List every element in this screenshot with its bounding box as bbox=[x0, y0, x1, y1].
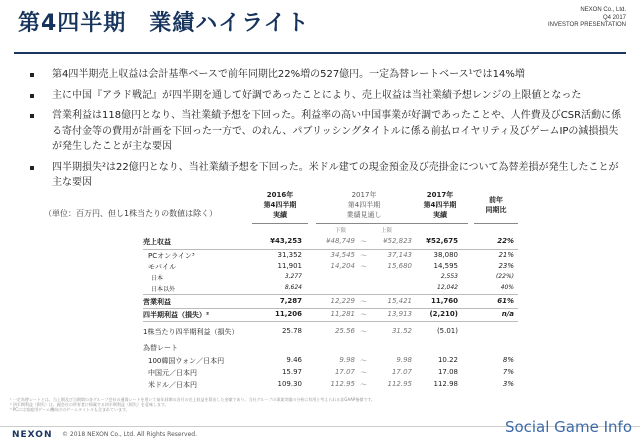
column-header-2016: 2016年 第4四半期 実績 bbox=[263, 191, 297, 219]
units-note: （単位：百万円、但し1株当たりの数値は除く） bbox=[44, 209, 218, 218]
table-row: 中国元／日本円 15.97 17.07 ～ 17.07 17.08 7% bbox=[148, 368, 514, 377]
header-underline bbox=[316, 223, 412, 224]
row-divider bbox=[143, 308, 518, 309]
forecast-low-label: 下限 bbox=[335, 228, 347, 234]
row-divider bbox=[143, 249, 518, 250]
bullet-item: 第4四半期売上収益は会計基準ベースで前年同期比22%増の527億円。一定為替レートベース¹では14%増 bbox=[30, 67, 622, 83]
bullet-item: 四半期損失²は22億円となり、当社業績予想を下回った。米ドル建ての現金預金及び売掛金について為替差損が発生したことが主な要因 bbox=[30, 160, 622, 191]
header-divider bbox=[14, 52, 626, 54]
table-row: 売上収益 ¥43,253 ¥48,749 ～ ¥52,823 ¥52,675 22% bbox=[143, 237, 514, 246]
row-divider bbox=[143, 294, 518, 295]
nexon-logo: NEXON bbox=[12, 430, 53, 440]
highlights-list bbox=[30, 67, 622, 196]
bullet-item: 主に中国『アラド戦記』が四半期を通して好調であったことにより、売上収益は当社業績予想レンジの上限値となった bbox=[30, 88, 622, 104]
row-divider bbox=[143, 321, 518, 322]
table-row: 日本以外 8,624 12,042 40% bbox=[151, 284, 514, 293]
watermark: Social Game Info bbox=[504, 418, 632, 436]
table-row: 日本 3,277 2,553 (22%) bbox=[151, 273, 514, 282]
bullet-icon bbox=[30, 166, 34, 170]
table-row: 営業利益 7,287 12,229 ～ 15,421 11,760 61% bbox=[143, 297, 514, 306]
bullet-icon bbox=[30, 94, 34, 98]
bullet-icon bbox=[30, 73, 34, 77]
bullet-item: 営業利益は118億円となり、当社業績予想を下回った。利益率の高い中国事業が好調であったことや、人件費及びCSR活動に係る寄付金等の費用が計画を下回った一方で、のれん、パブリッシングタイトルに係る前払ロイヤリティ及びゲームIPの減損損失が発生したことが主な要因 bbox=[30, 108, 622, 155]
table-row: PCオンライン³ 31,352 34,545 ～ 37,143 38,080 21% bbox=[148, 251, 514, 260]
table-row: 1株当たり四半期利益（損失） 25.78 25.56 ～ 31.52 (5.01) bbox=[143, 327, 458, 336]
table-row: 100韓国ウォン／日本円 9.46 9.98 ～ 9.98 10.22 8% bbox=[148, 356, 514, 365]
page-title: 第4四半期 業績ハイライト bbox=[18, 11, 310, 36]
table-row: 米ドル／日本円 109.30 112.95 ～ 112.95 112.98 3% bbox=[148, 380, 514, 389]
footnote: ³ PCには家庭用ゲーム機向けのゲームタイトルも含まれています。 bbox=[10, 407, 130, 412]
header-underline bbox=[474, 223, 518, 224]
bullet-icon bbox=[30, 114, 34, 118]
column-header-yoy: 前年 同期比 bbox=[485, 196, 507, 214]
copyright-text: © 2018 NEXON Co., Ltd. All Rights Reserved. bbox=[62, 431, 198, 438]
company-name: NEXON Co., Ltd. bbox=[580, 7, 626, 13]
footnote: ² 四半期利益（損失）は、親会社の所有者に帰属する四半期利益（損失）を意味します。 bbox=[10, 402, 169, 407]
column-header-forecast: 2017年 第4四半期 業績見通し bbox=[346, 191, 382, 219]
table-row: モバイル 11,901 14,204 ～ 15,680 14,595 23% bbox=[148, 262, 514, 271]
table-row: 四半期利益（損失）² 11,206 11,281 ～ 13,913 (2,210) n/a bbox=[143, 310, 514, 319]
footnote: ¹ 一定為替レートとは、当上期及び当期間の各グループ会社の通貨レートを用いて前年同期の各月の売上収益を算出した金額であり、当社グループの事業実績の分析に有用と考えられる非GAAP指標です。 bbox=[10, 397, 376, 402]
header-underline bbox=[412, 223, 468, 224]
period-label: Q4 2017 bbox=[602, 14, 626, 21]
table-row: 為替レート bbox=[143, 344, 178, 352]
doc-type-label: INVESTOR PRESENTATION bbox=[547, 22, 626, 28]
forecast-high-label: 上限 bbox=[381, 228, 393, 234]
footnotes bbox=[10, 397, 510, 412]
header-underline bbox=[252, 223, 308, 224]
column-header-2017: 2017年 第4四半期 実績 bbox=[423, 191, 457, 219]
header-meta bbox=[548, 7, 626, 30]
